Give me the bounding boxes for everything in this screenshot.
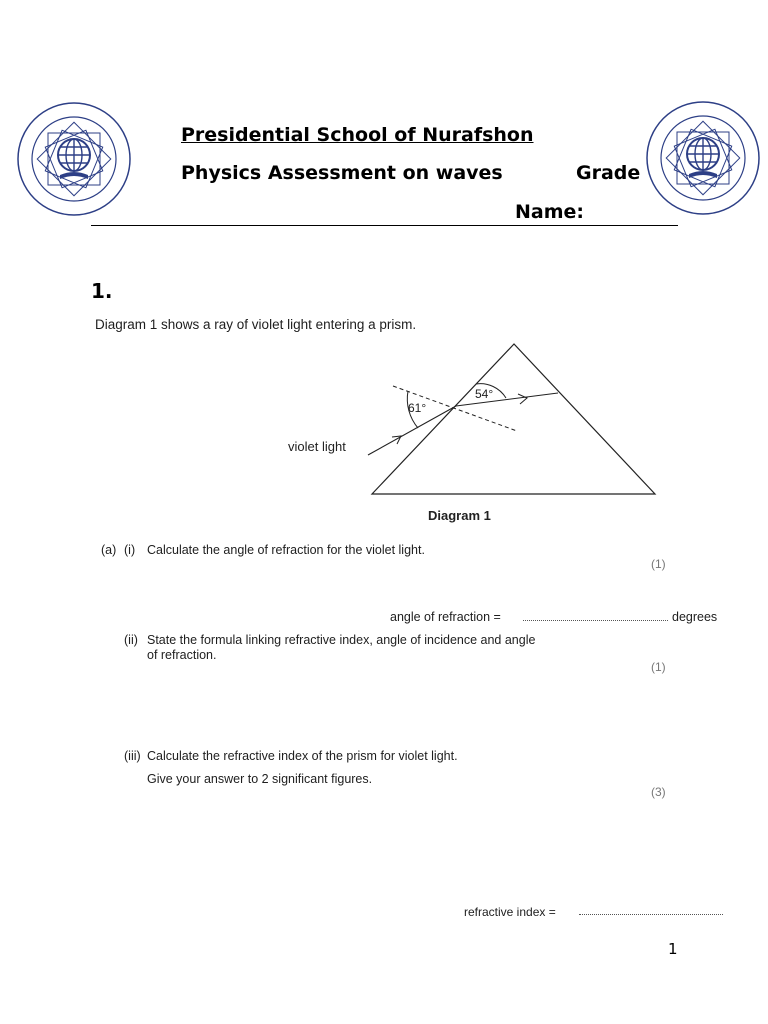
part-ii-marks: (1) bbox=[651, 660, 666, 674]
angle-answer-field[interactable] bbox=[523, 620, 668, 621]
name-label: Name: bbox=[515, 201, 585, 223]
school-logo-left bbox=[16, 101, 132, 217]
part-i-answer-unit: degrees bbox=[672, 610, 718, 624]
part-iii-text-line2: Give your answer to 2 significant figures. bbox=[147, 772, 373, 786]
part-iii-marks: (3) bbox=[651, 785, 666, 799]
part-i-label: (i) bbox=[124, 543, 136, 557]
incidence-angle-label: 61° bbox=[408, 401, 427, 415]
part-iii-label: (iii) bbox=[124, 749, 141, 763]
refracted-ray bbox=[456, 393, 558, 406]
question-number: 1. bbox=[91, 279, 113, 303]
part-i-text: Calculate the angle of refraction for the violet light. bbox=[147, 543, 425, 557]
part-i-marks: (1) bbox=[651, 557, 666, 571]
refracted-arrowhead bbox=[518, 394, 527, 404]
school-name: Presidential School of Nurafshon bbox=[181, 124, 534, 146]
part-iii-text-line1: Calculate the refractive index of the prism for violet light. bbox=[147, 749, 458, 763]
refraction-angle-label: 54° bbox=[475, 387, 494, 401]
part-i-answer-label: angle of refraction = bbox=[390, 610, 501, 624]
question-intro: Diagram 1 shows a ray of violet light entering a prism. bbox=[95, 317, 417, 332]
header-rule bbox=[91, 225, 678, 226]
ray-label: violet light bbox=[288, 439, 346, 454]
prism-diagram bbox=[280, 336, 680, 536]
assessment-title: Physics Assessment on waves bbox=[181, 162, 503, 184]
part-ii-text-line1: State the formula linking refractive index, angle of incidence and angle bbox=[147, 633, 536, 647]
grade-label: Grade bbox=[576, 162, 641, 184]
refractive-index-answer-field[interactable] bbox=[579, 914, 723, 915]
school-logo-right bbox=[645, 100, 761, 216]
page-number: 1 bbox=[668, 940, 678, 958]
part-a-label: (a) bbox=[101, 543, 117, 557]
part-iii-answer-label: refractive index = bbox=[464, 905, 556, 919]
prism-triangle bbox=[372, 344, 655, 494]
part-ii-label: (ii) bbox=[124, 633, 138, 647]
diagram-caption: Diagram 1 bbox=[428, 508, 491, 523]
part-ii-text-line2: of refraction. bbox=[147, 648, 217, 662]
